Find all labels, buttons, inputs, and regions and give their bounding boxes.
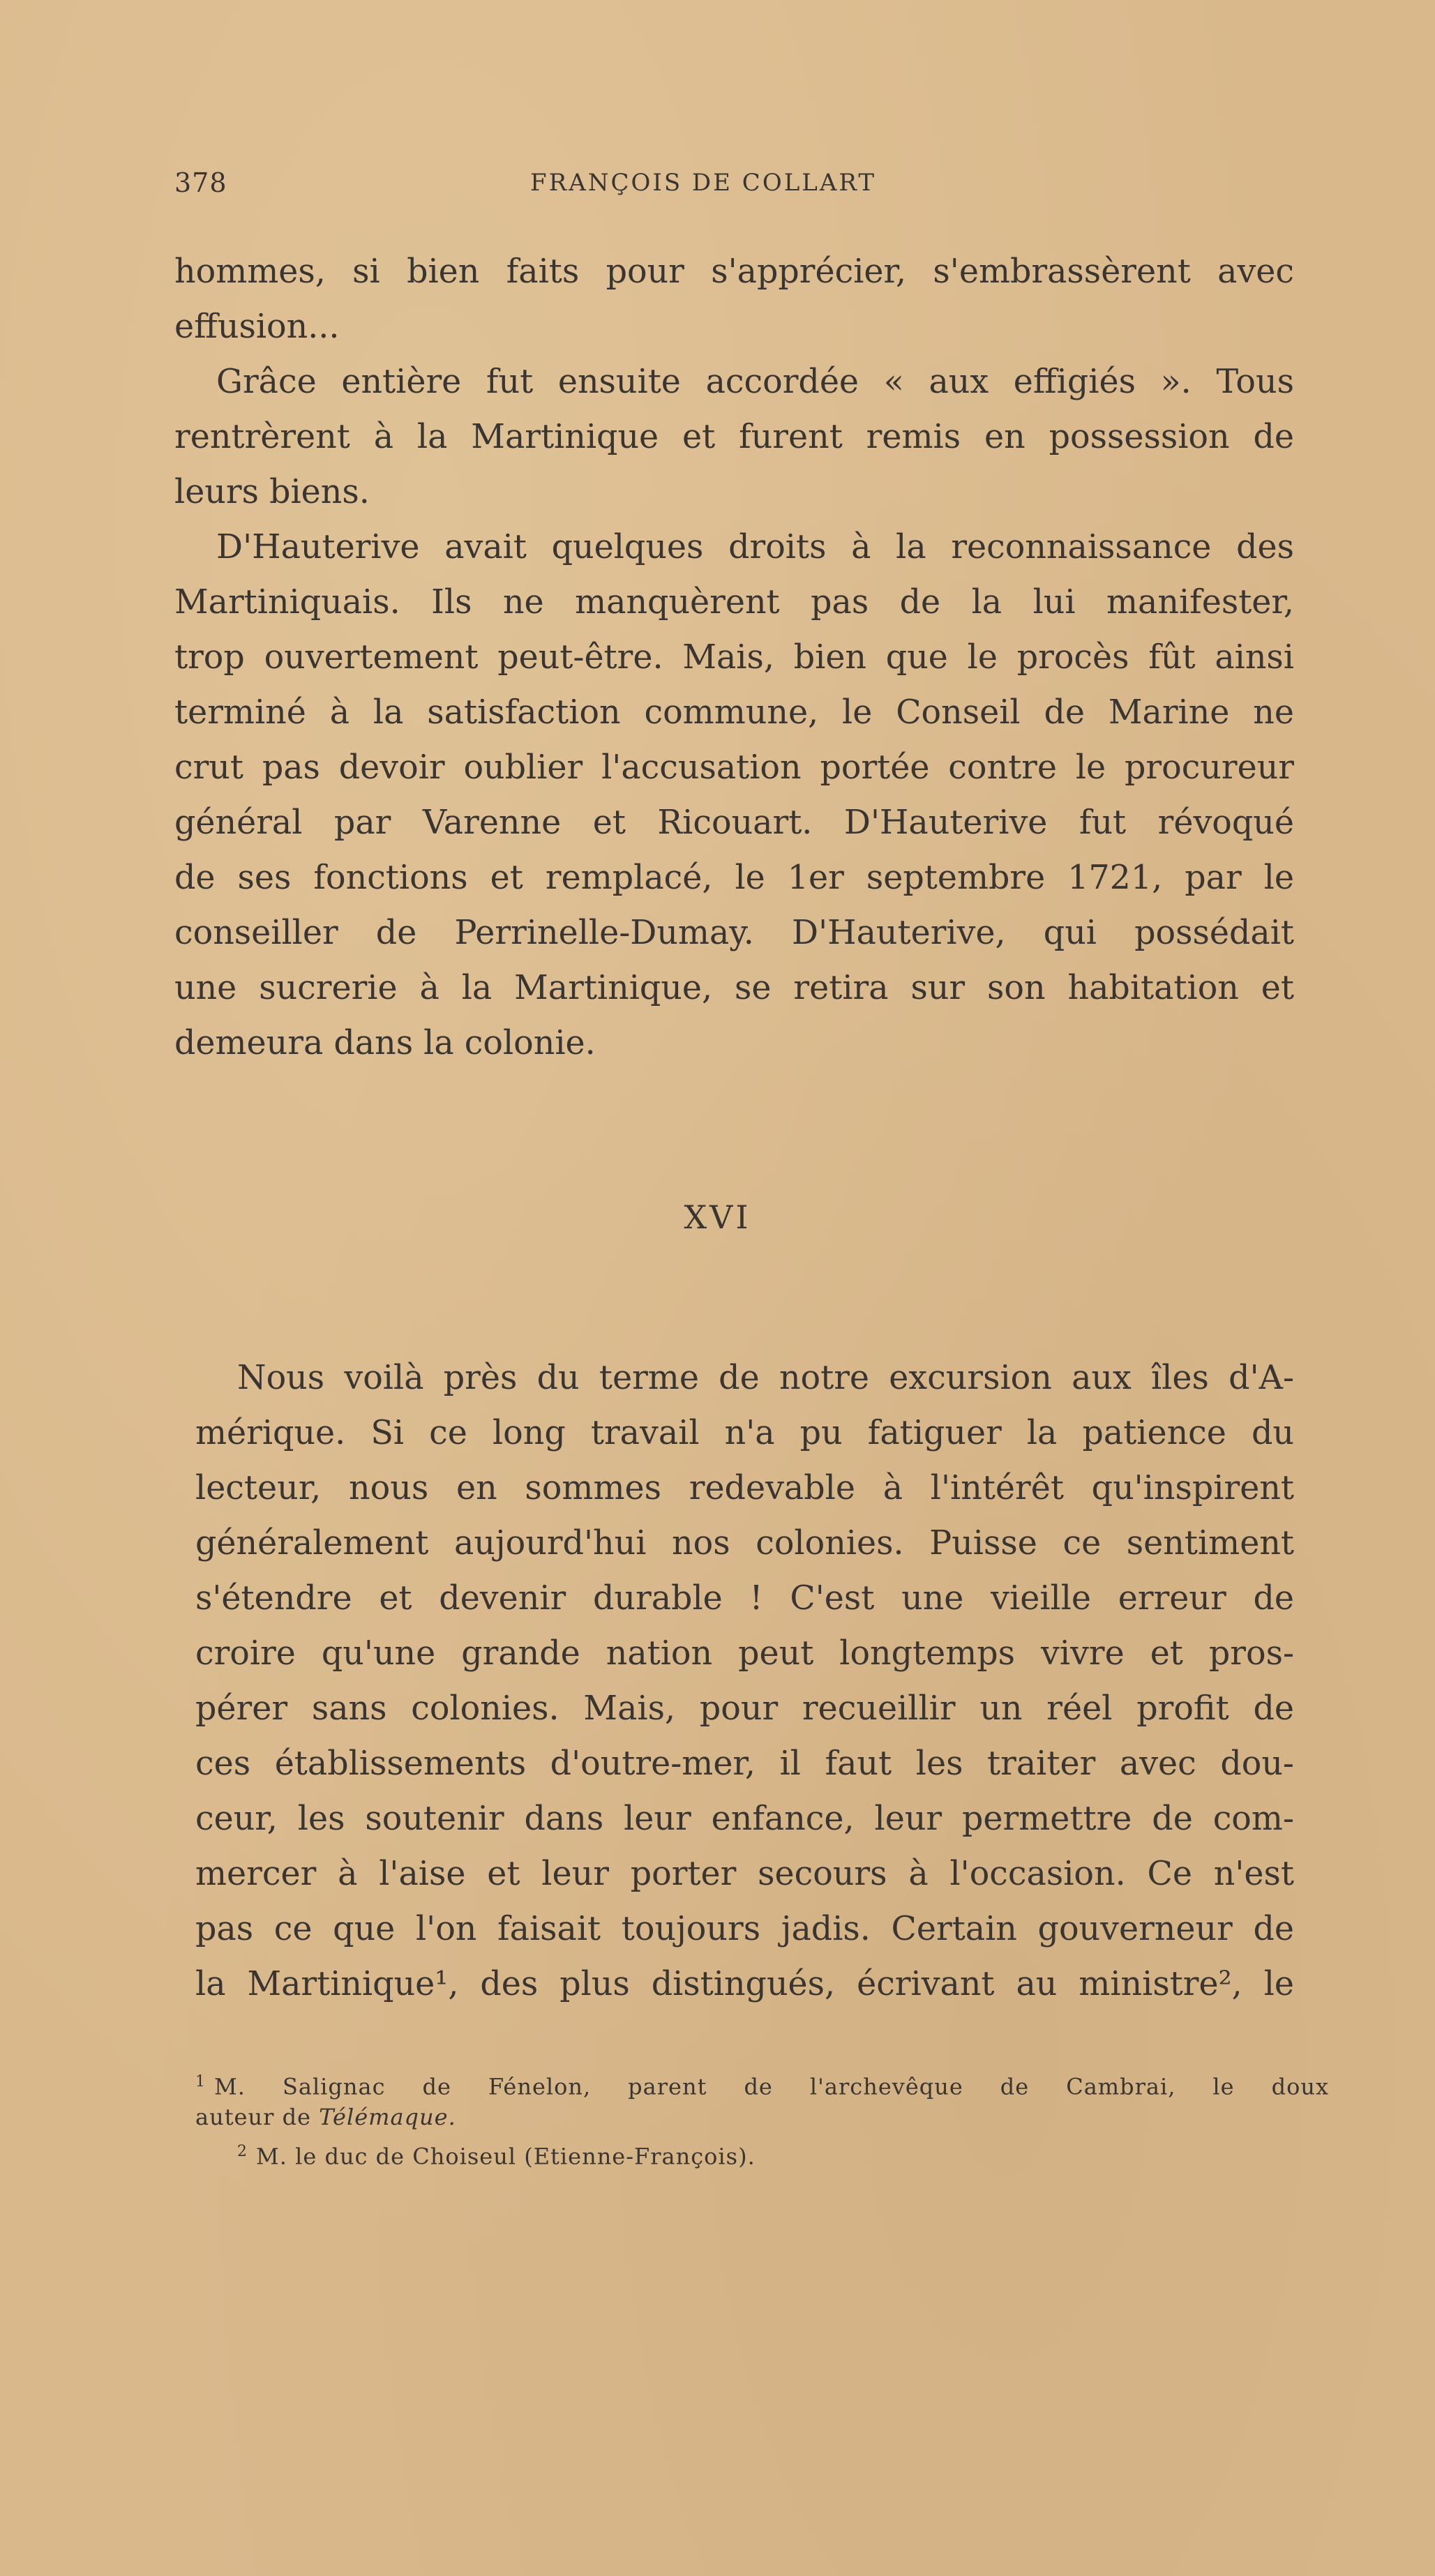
text-line: la Martinique¹, des plus distingués, écrivant au ministre², le bbox=[195, 1965, 1294, 2003]
footnote-text: auteur de bbox=[195, 2104, 320, 2130]
running-title: FRANÇOIS DE COLLART bbox=[530, 169, 877, 197]
text-line: pas ce que l'on faisait toujours jadis. Certain gouverneur de bbox=[195, 1910, 1294, 1948]
section-heading: XVI bbox=[684, 1198, 751, 1236]
text-line: rentrèrent à la Martinique et furent remis en possession de bbox=[174, 418, 1294, 456]
text-line: Nous voilà près du terme de notre excursion aux îles d'A- bbox=[237, 1359, 1294, 1397]
text-line: lecteur, nous en sommes redevable à l'intérêt qu'inspirent bbox=[195, 1469, 1294, 1507]
footnote-marker: 2 bbox=[237, 2143, 248, 2160]
footnote-text: M. le duc de Choiseul (Etienne-François). bbox=[256, 2143, 756, 2170]
text-line: demeura dans la colonie. bbox=[174, 1024, 596, 1062]
text-line: terminé à la satisfaction commune, le Conseil de Marine ne bbox=[174, 693, 1294, 732]
footnotes bbox=[195, 2065, 1329, 2169]
text-line: mercer à l'aise et leur porter secours à l'occasion. Ce n'est bbox=[195, 1855, 1294, 1893]
text-line: ces établissements d'outre-mer, il faut les traiter avec dou- bbox=[195, 1745, 1294, 1783]
text-line: de ses fonctions et remplacé, le 1er septembre 1721, par le bbox=[174, 859, 1294, 897]
text-block-after-section bbox=[195, 1350, 1294, 2012]
text-line: effusion... bbox=[174, 308, 340, 346]
text-line: hommes, si bien faits pour s'apprécier, s'embrassèrent avec bbox=[174, 253, 1294, 291]
text-line: croire qu'une grande nation peut longtemps vivre et pros- bbox=[195, 1634, 1294, 1673]
text-line: crut pas devoir oublier l'accusation portée contre le procureur bbox=[174, 748, 1294, 787]
text-line: généralement aujourd'hui nos colonies. Puisse ce sentiment bbox=[195, 1524, 1294, 1562]
text-line: leurs biens. bbox=[174, 473, 370, 511]
text-line: mérique. Si ce long travail n'a pu fatiguer la patience du bbox=[195, 1414, 1294, 1452]
footnote-1-continuation bbox=[195, 2100, 1329, 2134]
running-head bbox=[174, 167, 1305, 209]
text-line: pérer sans colonies. Mais, pour recueillir un réel profit de bbox=[195, 1689, 1294, 1728]
page-number: 378 bbox=[174, 167, 227, 198]
footnote-1 bbox=[195, 2065, 1329, 2100]
text-block-before-section bbox=[174, 244, 1294, 1071]
footnote-2 bbox=[195, 2134, 1329, 2169]
text-line: conseiller de Perrinelle-Dumay. D'Hauterive, qui possédait bbox=[174, 914, 1294, 952]
footnote-book-title: Télémaque. bbox=[319, 2104, 456, 2130]
text-line: Grâce entière fut ensuite accordée « aux effigiés ». Tous bbox=[216, 363, 1294, 401]
text-line: une sucrerie à la Martinique, se retira sur son habitation et bbox=[174, 969, 1294, 1007]
text-line: général par Varenne et Ricouart. D'Hauterive fut révoqué bbox=[174, 804, 1294, 842]
text-line: Martiniquais. Ils ne manquèrent pas de la lui manifester, bbox=[174, 583, 1294, 622]
text-line: ceur, les soutenir dans leur enfance, leur permettre de com- bbox=[195, 1800, 1294, 1838]
text-line: s'étendre et devenir durable ! C'est une vieille erreur de bbox=[195, 1579, 1294, 1618]
footnote-text: M. Salignac de Fénelon, parent de l'archevêque de Cambrai, le doux bbox=[214, 2073, 1329, 2100]
text-line: trop ouvertement peut-être. Mais, bien que le procès fût ainsi bbox=[174, 638, 1294, 677]
text-line: D'Hauterive avait quelques droits à la reconnaissance des bbox=[216, 528, 1294, 566]
footnote-marker: 1 bbox=[195, 2073, 206, 2091]
